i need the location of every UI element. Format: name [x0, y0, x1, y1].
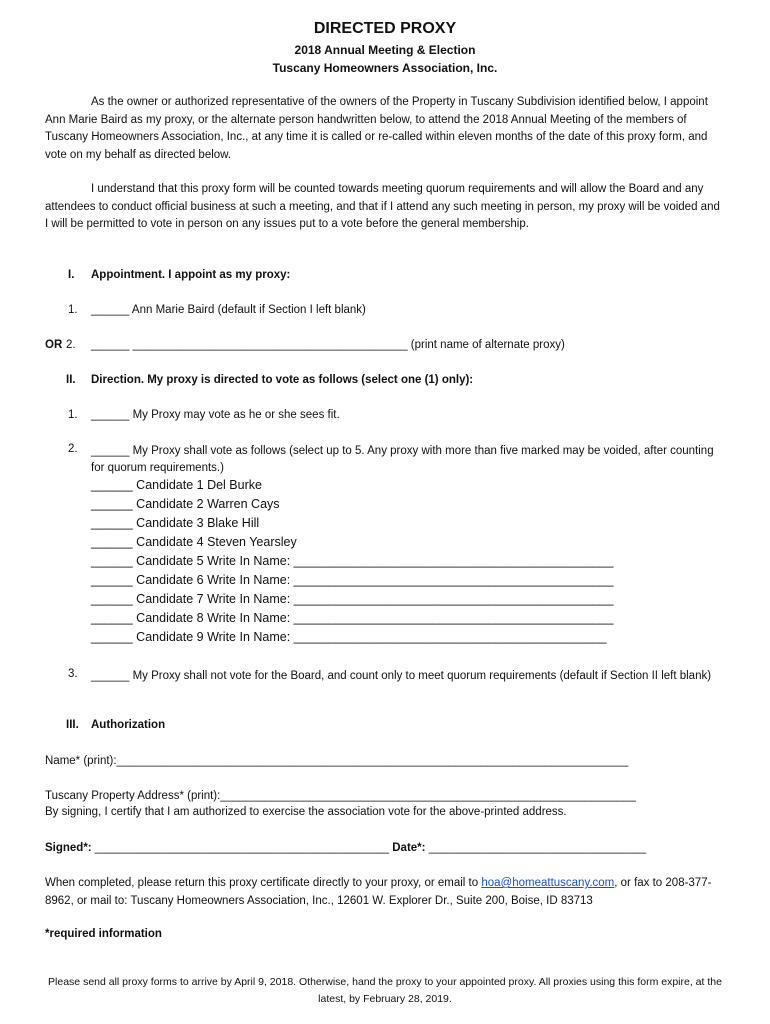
- signature-row: [45, 842, 646, 854]
- alternate-proxy-field[interactable]: ______ ___________________________________________ (print name of alternate proxy): [91, 339, 565, 351]
- date-label: Date*:: [392, 842, 426, 854]
- section-1-heading: Appointment. I appoint as my proxy:: [91, 269, 291, 281]
- certification-statement: By signing, I certify that I am authorized to exercise the association vote for the above-printed address.: [45, 806, 567, 818]
- or-label: OR: [45, 339, 63, 351]
- section-2-item-1-number: 1.: [68, 409, 78, 421]
- date-field[interactable]: __________________________________: [425, 842, 647, 854]
- option-vote-discretion[interactable]: ______ My Proxy may vote as he or she sees fit.: [91, 409, 340, 421]
- section-3-heading: Authorization: [91, 719, 166, 731]
- candidate-9-write-in[interactable]: ______ Candidate 9 Write In Name: _____________________________________________: [91, 630, 607, 644]
- section-3-number: III.: [66, 719, 79, 731]
- signed-label: Signed*:: [45, 842, 92, 854]
- candidate-8-write-in[interactable]: ______ Candidate 8 Write In Name: ______________________________________________: [91, 611, 614, 625]
- property-address-field[interactable]: Tuscany Property Address* (print):_________________________________________________________________: [45, 790, 637, 802]
- candidate-4-line[interactable]: ______ Candidate 4 Steven Yearsley: [91, 535, 297, 549]
- signature-field[interactable]: ______________________________________________: [91, 842, 393, 854]
- section-1-item-1-number: 1.: [68, 304, 78, 316]
- section-1-number: I.: [68, 269, 75, 281]
- section-2-item-3-number: 3.: [68, 668, 78, 680]
- return-instructions: [45, 875, 725, 910]
- email-link[interactable]: hoa@homeattuscany.com: [481, 877, 615, 889]
- section-1-item-2-number: 2.: [66, 339, 76, 351]
- candidate-6-write-in[interactable]: ______ Candidate 6 Write In Name: ______________________________________________: [91, 573, 614, 587]
- candidate-2-line[interactable]: ______ Candidate 2 Warren Cays: [91, 497, 280, 511]
- intro-paragraph-2: [45, 181, 725, 234]
- document-title: DIRECTED PROXY: [313, 20, 457, 37]
- section-2-item-2-number: 2.: [68, 443, 78, 455]
- document-subtitle-association: Tuscany Homeowners Association, Inc.: [272, 61, 498, 75]
- candidate-3-line[interactable]: ______ Candidate 3 Blake Hill: [91, 516, 260, 530]
- intro-paragraph-1: [45, 94, 725, 164]
- return-instructions-address: , or fax to 208-377-8962, or mail to: Tuscany Homeowners Association, Inc., 12601 W. Explorer Dr., Suite 200, Boise, ID 83713: [45, 877, 712, 907]
- name-print-field[interactable]: Name* (print):________________________________________________________________________________: [45, 755, 629, 767]
- option-quorum-only[interactable]: ______ My Proxy shall not vote for the Board, and count only to meet quorum requirements (default if Section II left blank): [91, 670, 712, 682]
- footer-note: Please send all proxy forms to arrive by April 9, 2018. Otherwise, hand the proxy to your appointed proxy. All proxies using this form expire, at the latest, by February 28, 2019.: [48, 976, 722, 1005]
- candidate-7-write-in[interactable]: ______ Candidate 7 Write In Name: ______________________________________________: [91, 592, 614, 606]
- intro-paragraph-2-text: I understand that this proxy form will be counted towards meeting quorum requirements and will allow the Board and any attendees to conduct official business at such a meeting, and that if I attend any such meeting in person, my proxy will be voided and I will be permitted to vote in person on any issues put to a vote before the general membership.: [45, 183, 720, 230]
- document-subtitle-meeting: 2018 Annual Meeting & Election: [294, 43, 476, 57]
- return-instructions-text: When completed, please return this proxy certificate directly to your proxy, or email to: [45, 877, 482, 889]
- candidate-1-line[interactable]: ______ Candidate 1 Del Burke: [91, 478, 262, 492]
- required-information-note: *required information: [45, 928, 162, 940]
- option-default-proxy[interactable]: ______ Ann Marie Baird (default if Section I left blank): [91, 304, 366, 316]
- candidate-5-write-in[interactable]: ______ Candidate 5 Write In Name: ______________________________________________: [91, 554, 614, 568]
- option-vote-directed[interactable]: ______ My Proxy shall vote as follows (select up to 5. Any proxy with more than five marked may be voided, after counting for quorum requirements.): [91, 445, 714, 474]
- section-2-number: II.: [66, 374, 76, 386]
- intro-paragraph-1-text: As the owner or authorized representative of the owners of the Property in Tuscany Subdivision identified below, I appoint Ann Marie Baird as my proxy, or the alternate person handwritten below, to attend the 2018 Annual Meeting of the members of Tuscany Homeowners Association, Inc., at any time it is called or re-called within eleven months of the date of this proxy form, and vote on my behalf as directed below.: [45, 96, 708, 161]
- section-2-heading: Direction. My proxy is directed to vote as follows (select one (1) only):: [91, 374, 474, 386]
